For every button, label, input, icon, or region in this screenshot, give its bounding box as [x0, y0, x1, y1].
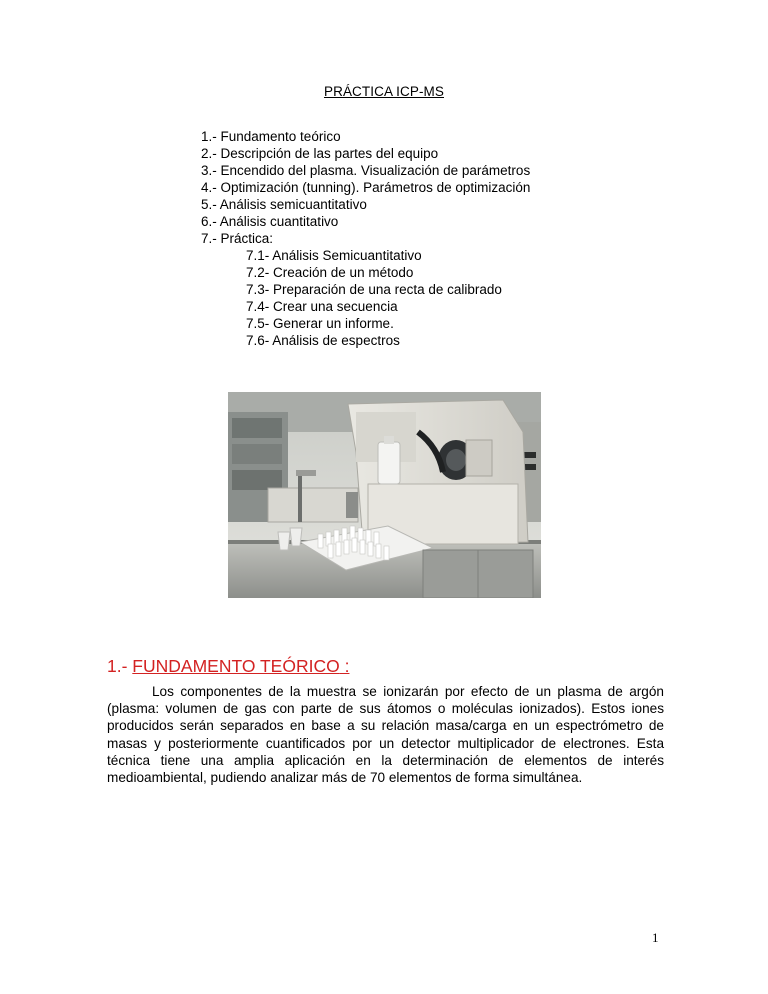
- toc-subitem: 7.4- Crear una secuencia: [246, 299, 398, 314]
- body-paragraph: Los componentes de la muestra se ionizarán por efecto de un plasma de argón (plasma: volumen de gas con parte de sus átomos o moléculas ionizados). Estos iones producidos serán separados en base a su relación masa/carga en un espectrómetro de masas y posteriormente cuantificados por un detector multiplicador de electrones. Esta técnica tiene una amplia aplicación en la determinación de elementos de interés medioambiental, pudiendo analizar más de 70 elementos de forma simultánea.: [107, 684, 664, 786]
- section-title: FUNDAMENTO TEÓRICO: [132, 656, 340, 676]
- toc-subitem: 7.3- Preparación de una recta de calibrado: [246, 282, 502, 297]
- toc-item: 7.- Práctica:: [201, 231, 274, 246]
- section-suffix: :: [339, 656, 350, 676]
- page-number: 1: [652, 930, 659, 945]
- toc-subitem: 7.5- Generar un informe.: [246, 316, 394, 331]
- section-number: 1.-: [107, 656, 133, 676]
- toc-item: 2.- Descripción de las partes del equipo: [201, 146, 439, 161]
- toc-subitem: 7.6- Análisis de espectros: [246, 333, 400, 348]
- toc-item: 1.- Fundamento teórico: [201, 129, 341, 144]
- section-heading: [107, 656, 349, 677]
- toc-item: 5.- Análisis semicuantitativo: [201, 197, 367, 212]
- toc-subitem: 7.1- Análisis Semicuantitativo: [246, 248, 422, 263]
- table-of-contents: [201, 128, 530, 349]
- toc-subitem: 7.2- Creación de un método: [246, 265, 414, 280]
- toc-item: 6.- Análisis cuantitativo: [201, 214, 339, 229]
- toc-item: 4.- Optimización (tunning). Parámetros de optimización: [201, 180, 531, 195]
- toc-item: 3.- Encendido del plasma. Visualización de parámetros: [201, 163, 531, 178]
- document-title: PRÁCTICA ICP-MS: [323, 84, 444, 99]
- icp-ms-instrument-photo: [228, 392, 541, 598]
